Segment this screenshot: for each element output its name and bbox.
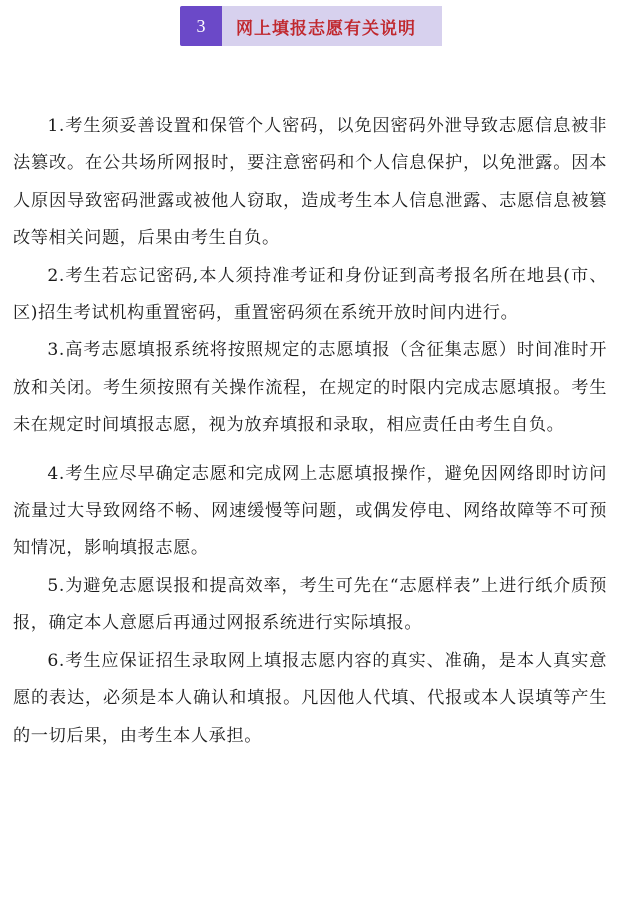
paragraph-5: 5.为避免志愿误报和提高效率，考生可先在“志愿样表”上进行纸介质预报，确定本人意愿后再通过网报系统进行实际填报。 bbox=[13, 575, 607, 634]
section-title: 网上填报志愿有关说明 bbox=[236, 18, 416, 39]
paragraph-6: 6.考生应保证招生录取网上填报志愿内容的真实、准确，是本人真实意愿的表达，必须是本人确认和填报。凡因他人代填、代报或本人误填等产生的一切后果，由考生本人承担。 bbox=[13, 650, 607, 746]
section-title-box bbox=[222, 6, 442, 46]
paragraph-4: 4.考生应尽早确定志愿和完成网上志愿填报操作，避免因网络即时访问流量过大导致网络不畅、网速缓慢等问题，或偶发停电、网络故障等不可预知情况，影响填报志愿。 bbox=[13, 463, 607, 559]
paragraph-1: 1.考生须妥善设置和保管个人密码，以免因密码外泄导致志愿信息被非法篡改。在公共场所网报时，要注意密码和个人信息保护，以免泄露。因本人原因导致密码泄露或被他人窃取，造成考生本人信息泄露、志愿信息被篡改等相关问题，后果由考生自负。 bbox=[13, 116, 607, 249]
section-number: 3 bbox=[180, 6, 222, 46]
document-body bbox=[13, 108, 607, 755]
paragraph-2: 2.考生若忘记密码,本人须持准考证和身份证到高考报名所在地县(市、区)招生考试机构重置密码，重置密码须在系统开放时间内进行。 bbox=[13, 265, 607, 324]
section-header bbox=[180, 6, 442, 46]
paragraph-3: 3.高考志愿填报系统将按照规定的志愿填报（含征集志愿）时间准时开放和关闭。考生须按照有关操作流程，在规定的时限内完成志愿填报。考生未在规定时间填报志愿，视为放弃填报和录取，相应责任由考生自负。 bbox=[13, 340, 607, 436]
